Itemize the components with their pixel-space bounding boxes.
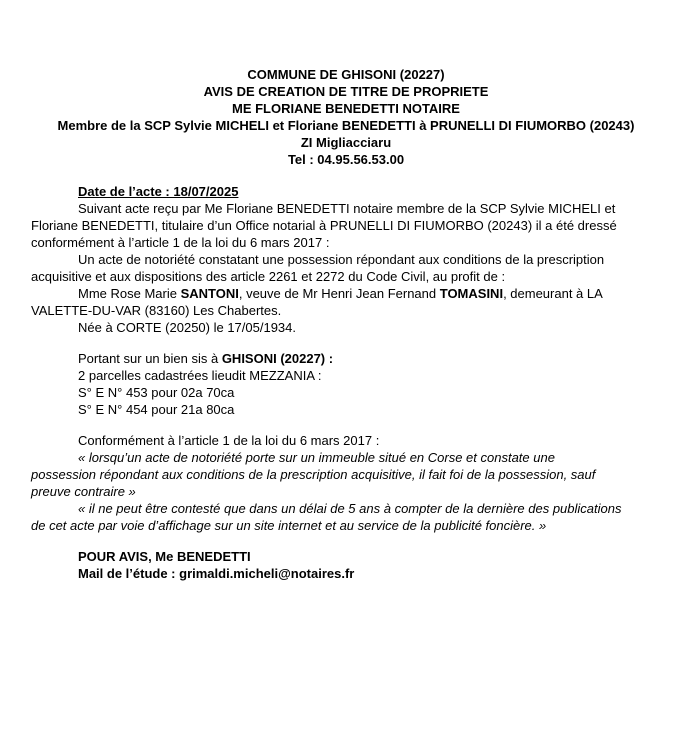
paragraph-line: acquisitive et aux dispositions des article 2261 et 2272 du Code Civil, au profit de : <box>31 269 506 284</box>
quote-line: de cet acte par voie d’affichage sur un site internet et au service de la publicité foncière. » <box>31 518 547 533</box>
header-notary: ME FLORIANE BENEDETTI NOTAIRE <box>232 101 460 116</box>
header-phone: Tel : 04.95.56.53.00 <box>287 152 405 167</box>
paragraph-line: Floriane BENEDETTI, titulaire d’un Office notarial à PRUNELLI DI FIUMORBO (20243) il a été dressé <box>31 218 617 233</box>
property-location: GHISONI (20227) : <box>221 351 334 366</box>
paragraph-line: conformément à l’article 1 de la loi du 6 mars 2017 : <box>31 235 330 250</box>
paragraph-line: VALETTE-DU-VAR (83160) Les Chabertes. <box>31 303 282 318</box>
parcel-line: S° E N° 453 pour 02a 70ca <box>78 385 235 400</box>
spouse-surname: TOMASINI <box>439 286 504 301</box>
quote-line: possession répondant aux conditions de la prescription acquisitive, il fait foi de la possession, sauf <box>31 467 596 482</box>
paragraph-line: Conformément à l’article 1 de la loi du 6 mars 2017 : <box>78 433 380 448</box>
quote-line: preuve contraire » <box>31 484 136 499</box>
quote-line: « il ne peut être contesté que dans un délai de 5 ans à compter de la dernière des publications <box>78 501 622 516</box>
paragraph-line: 2 parcelles cadastrées lieudit MEZZANIA : <box>78 368 322 383</box>
header-title: AVIS DE CREATION DE TITRE DE PROPRIETE <box>203 84 489 99</box>
beneficiary-prefix: Mme Rose Marie <box>78 286 181 301</box>
header-address: ZI Migliacciaru <box>300 135 392 150</box>
beneficiary-surname: SANTONI <box>180 286 239 301</box>
beneficiary-middle: , veuve de Mr Henri Jean Fernand <box>238 286 440 301</box>
parcel-line: S° E N° 454 pour 21a 80ca <box>78 402 235 417</box>
quote-line: « lorsqu’un acte de notoriété porte sur un immeuble situé en Corse et constate une <box>78 450 555 465</box>
header-scp: Membre de la SCP Sylvie MICHELI et Floriane BENEDETTI à PRUNELLI DI FIUMORBO (20243) <box>57 118 635 133</box>
paragraph-line: Un acte de notoriété constatant une possession répondant aux conditions de la prescription <box>78 252 605 267</box>
office-email: Mail de l’étude : grimaldi.micheli@notaires.fr <box>78 566 355 581</box>
signature: POUR AVIS, Me BENEDETTI <box>78 549 251 564</box>
paragraph-line: Née à CORTE (20250) le 17/05/1934. <box>78 320 297 335</box>
paragraph-line: Suivant acte reçu par Me Floriane BENEDETTI notaire membre de la SCP Sylvie MICHELI et <box>78 201 616 216</box>
act-date: Date de l’acte : 18/07/2025 <box>78 184 239 199</box>
property-prefix: Portant sur un bien sis à <box>78 351 222 366</box>
property-line <box>78 350 333 367</box>
header-commune: COMMUNE DE GHISONI (20227) <box>247 67 445 82</box>
beneficiary-line <box>78 285 603 302</box>
beneficiary-suffix: , demeurant à LA <box>503 286 603 301</box>
